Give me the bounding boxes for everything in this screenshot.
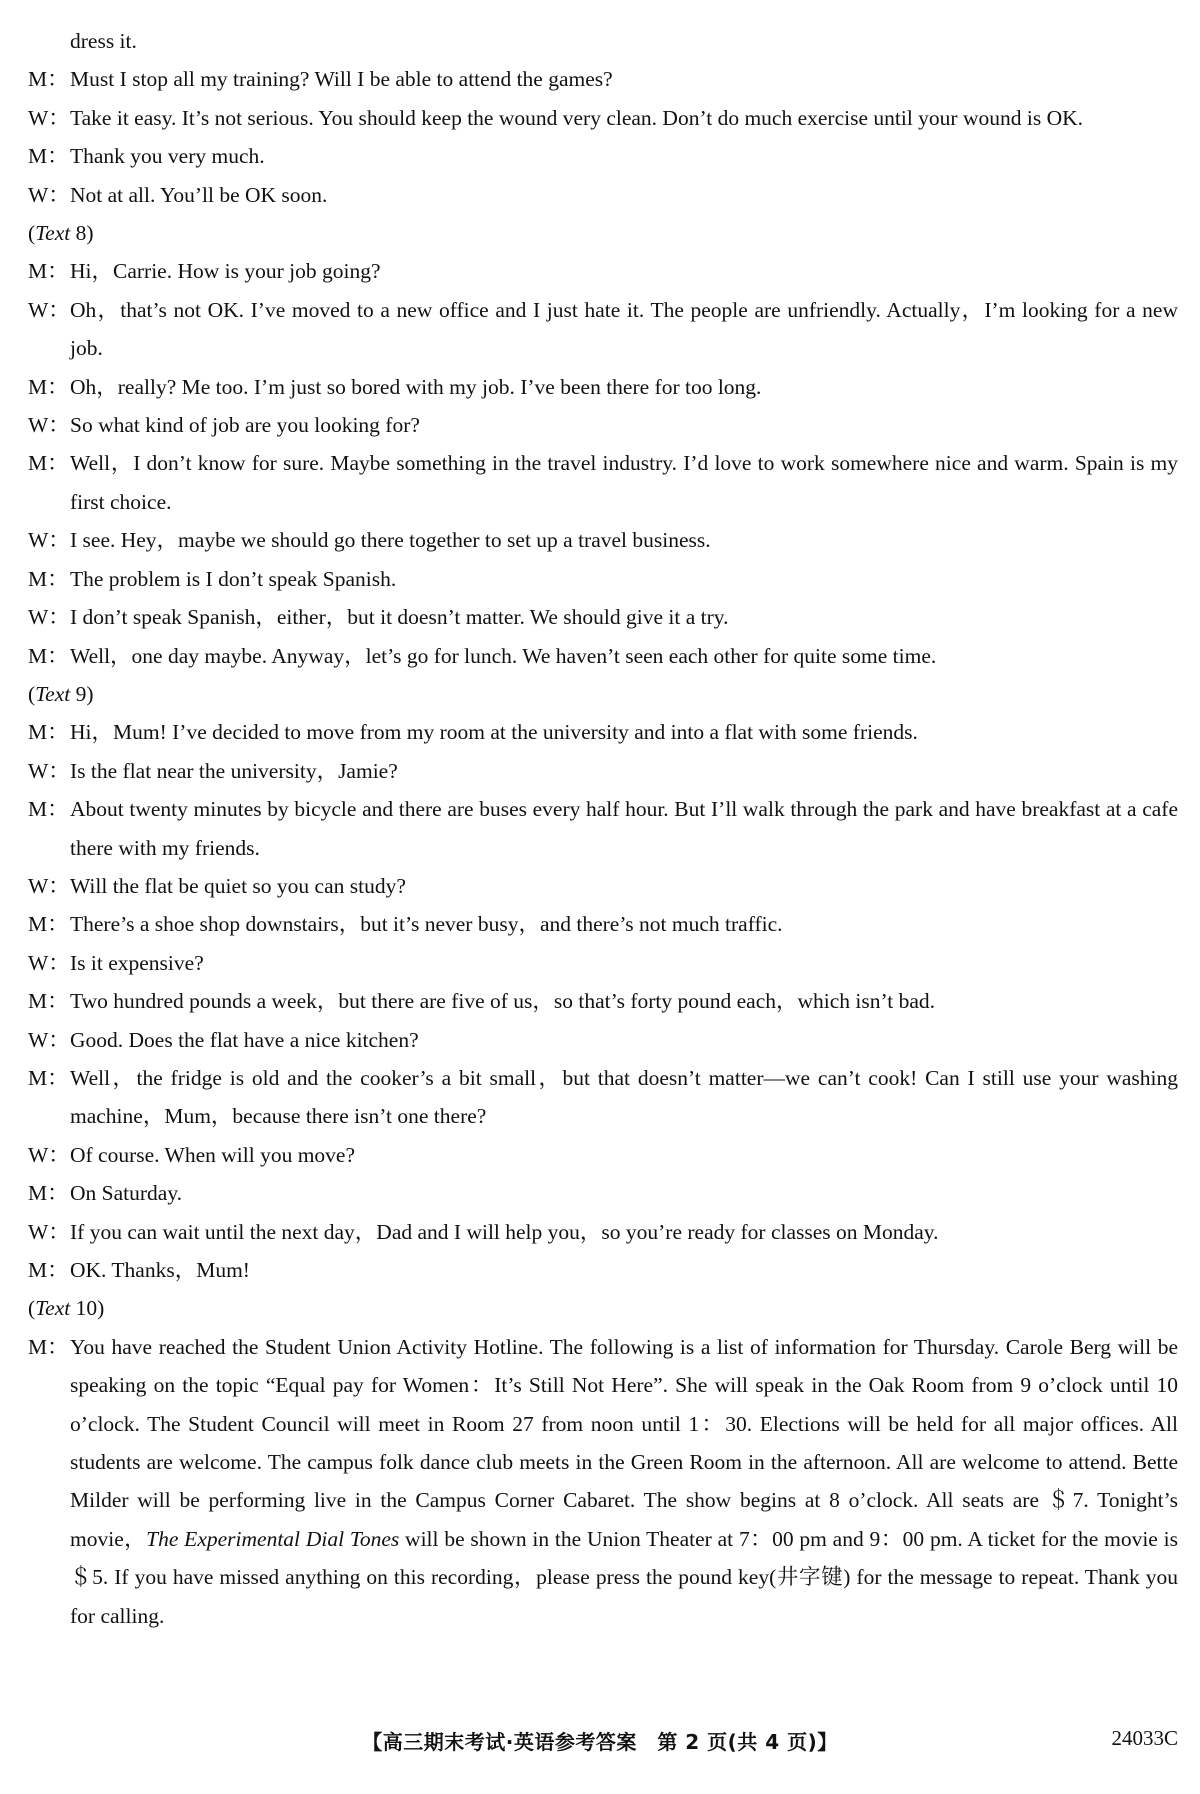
speaker-label: M：	[28, 566, 69, 591]
speaker-label: M：	[28, 1258, 69, 1282]
utterance: If you can wait until the next day，Dad and I will help you，so you’re ready for classes on Monday.	[70, 1219, 939, 1244]
dialogue-turn	[28, 713, 1178, 751]
speaker-label: W：	[28, 528, 70, 553]
dialogue-turn	[28, 291, 1178, 368]
section-heading-text10: (Text 10)	[28, 1296, 105, 1321]
text10-monologue	[28, 1328, 1178, 1635]
page-footer	[0, 1726, 1200, 1760]
footer-title: 【高三期末考试·英语参考答案 第 2 页(共 4 页)】	[362, 1730, 838, 1754]
dialogue-turn	[28, 368, 1178, 406]
dialogue-turn	[28, 1059, 1178, 1136]
speaker-label: W：	[28, 182, 70, 207]
utterance: Thank you very much.	[70, 144, 265, 169]
speaker-label: W：	[28, 1219, 70, 1244]
section-heading-text8: (Text 8)	[28, 221, 94, 246]
text9-dialogue	[28, 713, 1178, 1289]
speaker-label: M：	[28, 643, 69, 668]
dialogue-turn	[28, 598, 1178, 636]
speaker-label: W：	[28, 758, 70, 783]
speaker-label: W：	[28, 605, 70, 630]
utterance: Is the flat near the university，Jamie?	[70, 758, 398, 783]
document-page	[28, 22, 1178, 1635]
dialogue-turn	[28, 790, 1178, 867]
utterance: Must I stop all my training? Will I be able to attend the games?	[70, 67, 613, 92]
dialogue-turn	[28, 137, 1178, 175]
utterance: Two hundred pounds a week，but there are five of us，so that’s forty pound each，which isn’t bad.	[70, 989, 936, 1014]
speaker-label: W：	[28, 413, 70, 438]
dialogue-turn	[28, 99, 1178, 137]
utterance: Not at all. You’ll be OK soon.	[70, 182, 328, 207]
speaker-label: M：	[28, 797, 69, 822]
text8-dialogue	[28, 252, 1178, 674]
speaker-label: M：	[28, 1065, 69, 1090]
utterance: You have reached the Student Union Activity Hotline. The following is a list of information for Thursday. Carole Berg will be speaking on the topic “Equal pay for Women：It’s Still Not Here”. She will speak in the Oak Room from 9 o’clock until 10 o’clock. The Student Council will meet in Room 27 from noon until 1：30. Elections will be held for all major offices. All students are welcome. The campus folk dance club meets in the Green Room in the afternoon. All are welcome to attend. Bette Milder will be performing live in the Campus Corner Cabaret. The show begins at 8 o’clock. All seats are ＄7. Tonight’s movie，The Experimental Dial Tones will be shown in the Union Theater at 7：00 pm and 9：00 pm. A ticket for the movie is ＄5. If you have missed anything on this recording，please press the pound key(井字键) for the message to repeat. Thank you for calling.	[70, 1334, 1178, 1628]
dialogue-turn	[28, 944, 1178, 982]
speaker-label: W：	[28, 105, 70, 130]
utterance: Of course. When will you move?	[70, 1142, 356, 1167]
dialogue-turn	[28, 444, 1178, 521]
speaker-label: M：	[28, 720, 69, 745]
utterance: I don’t speak Spanish，either，but it doesn’t matter. We should give it a try.	[70, 605, 729, 630]
section-heading-text9: (Text 9)	[28, 681, 94, 706]
utterance: There’s a shoe shop downstairs，but it’s never busy，and there’s not much traffic.	[70, 912, 783, 937]
exam-code: 24033C	[1111, 1726, 1178, 1750]
speaker-label: M：	[28, 374, 69, 399]
dialogue-turn	[28, 1174, 1178, 1212]
utterance: Well，I don’t know for sure. Maybe something in the travel industry. I’d love to work somewhere nice and warm. Spain is my first choice.	[70, 451, 1178, 514]
utterance: Good. Does the flat have a nice kitchen?	[70, 1027, 419, 1052]
movie-title: The Experimental Dial Tones	[146, 1526, 400, 1551]
speaker-label: M：	[28, 144, 69, 169]
dialogue-turn	[28, 176, 1178, 214]
utterance: Oh，that’s not OK. I’ve moved to a new office and I just hate it. The people are unfriendly. Actually，I’m looking for a new job.	[70, 297, 1178, 361]
speaker-label: W：	[28, 1142, 70, 1167]
dialogue-turn	[28, 60, 1178, 98]
utterance: So what kind of job are you looking for?	[70, 413, 420, 438]
speaker-label: W：	[28, 297, 70, 322]
speaker-label: W：	[28, 873, 70, 898]
utterance: OK. Thanks，Mum!	[70, 1258, 250, 1282]
dialogue-turn	[28, 406, 1178, 444]
utterance: The problem is I don’t speak Spanish.	[70, 566, 397, 591]
dialogue-turn	[28, 905, 1178, 943]
dialogue-turn	[28, 1213, 1178, 1251]
speaker-label: M：	[28, 1181, 69, 1206]
dialogue-turn	[28, 252, 1178, 290]
utterance: Hi，Mum! I’ve decided to move from my room at the university and into a flat with some friends.	[70, 720, 918, 745]
speaker-label: M：	[28, 451, 69, 476]
text7-dialogue	[28, 60, 1178, 214]
dialogue-turn	[28, 1251, 1178, 1289]
utterance: Hi，Carrie. How is your job going?	[70, 259, 381, 284]
speaker-label: W：	[28, 1027, 70, 1052]
utterance: Well，one day maybe. Anyway，let’s go for lunch. We haven’t seen each other for quite some time.	[70, 643, 937, 668]
dialogue-turn	[28, 867, 1178, 905]
utterance: On Saturday.	[70, 1181, 183, 1206]
dialogue-turn	[28, 752, 1178, 790]
utterance: I see. Hey，maybe we should go there together to set up a travel business.	[70, 528, 711, 553]
utterance: Is it expensive?	[70, 950, 204, 975]
utterance: Oh，really? Me too. I’m just so bored with my job. I’ve been there for too long.	[70, 374, 762, 399]
dialogue-turn	[28, 637, 1178, 675]
speaker-label: M：	[28, 1334, 69, 1359]
utterance: Well，the fridge is old and the cooker’s a bit small，but that doesn’t matter—we can’t cook! Can I still use your washing machine，Mum，because there isn’t one there?	[70, 1065, 1178, 1129]
dialogue-turn	[28, 560, 1178, 598]
utterance: Will the flat be quiet so you can study?	[70, 873, 406, 898]
dialogue-turn	[28, 1021, 1178, 1059]
speaker-label: M：	[28, 259, 69, 284]
dialogue-turn	[28, 982, 1178, 1020]
utterance: About twenty minutes by bicycle and there are buses every half hour. But I’ll walk through the park and have breakfast at a cafe there with my friends.	[70, 797, 1178, 860]
speaker-label: W：	[28, 950, 70, 975]
speaker-label: M：	[28, 989, 69, 1014]
speaker-label: M：	[28, 912, 69, 937]
dialogue-turn	[28, 521, 1178, 559]
utterance: Take it easy. It’s not serious. You should keep the wound very clean. Don’t do much exercise until your wound is OK.	[70, 105, 1084, 130]
dialogue-turn	[28, 1136, 1178, 1174]
speaker-label: M：	[28, 67, 69, 92]
continued-line: dress it.	[70, 29, 137, 53]
